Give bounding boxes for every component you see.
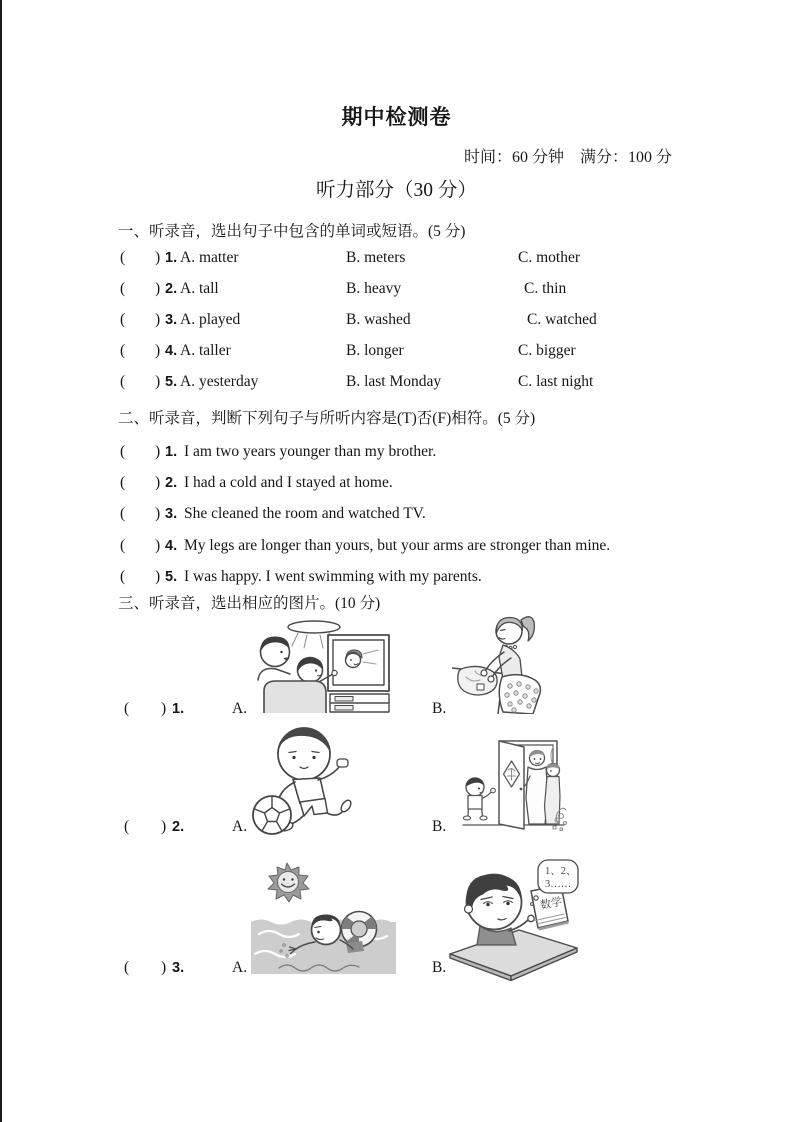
sentence: My legs are longer than yours, but your arms are stronger than mine.	[184, 537, 611, 554]
option-label-a: A.	[232, 959, 248, 976]
option-label-a: A.	[232, 700, 248, 717]
option-c: C. watched	[527, 311, 597, 328]
answer-paren-open: (	[120, 249, 126, 266]
part2-question-row	[0, 474, 793, 496]
part2-question-row	[0, 443, 793, 465]
answer-paren-close: )	[155, 342, 161, 359]
option-a: A. tall	[180, 280, 219, 297]
answer-paren-close: )	[155, 280, 161, 297]
answer-paren-close: )	[155, 249, 161, 266]
answer-paren-close: )	[155, 568, 161, 585]
answer-paren-open: (	[124, 818, 130, 835]
part2-question-row	[0, 505, 793, 527]
option-a: A. yesterday	[180, 373, 259, 390]
question-number: 3.	[165, 506, 178, 522]
option-label-b: B.	[432, 959, 447, 976]
part1-question-row	[0, 311, 793, 333]
thought-bubble-text-line2: 3……	[545, 879, 572, 890]
math-book-label: 数学	[539, 895, 564, 912]
question-number: 5.	[165, 374, 178, 390]
illustration-family-watching-tv	[250, 618, 393, 713]
option-a: A. taller	[180, 342, 231, 359]
option-label-b: B.	[432, 818, 447, 835]
answer-paren-close: )	[155, 311, 161, 328]
option-c: C. last night	[518, 373, 594, 390]
answer-paren-close: )	[161, 700, 167, 717]
answer-paren-close: )	[155, 373, 161, 390]
part3-heading: 三、听录音，选出相应的图片。(10 分)	[118, 595, 381, 612]
part1-question-row	[0, 373, 793, 395]
question-number: 1.	[165, 250, 178, 266]
answer-paren-open: (	[124, 959, 130, 976]
part2-heading: 二、听录音，判断下列句子与所听内容是(T)否(F)相符。(5 分)	[118, 410, 536, 427]
option-a: A. matter	[180, 249, 239, 266]
answer-paren-open: (	[120, 505, 126, 522]
answer-paren-open: (	[120, 537, 126, 554]
question-number: 4.	[165, 343, 178, 359]
part3-question-row	[0, 959, 793, 981]
answer-paren-open: (	[120, 568, 126, 585]
answer-paren-open: (	[120, 280, 126, 297]
thought-bubble-text-line1: 1、2、	[545, 866, 577, 877]
answer-paren-close: )	[161, 959, 167, 976]
option-b: B. last Monday	[346, 373, 442, 390]
question-number: 2.	[165, 475, 178, 491]
option-c: C. mother	[518, 249, 580, 266]
answer-paren-close: )	[161, 818, 167, 835]
answer-paren-open: (	[120, 443, 126, 460]
option-a: A. played	[180, 311, 241, 328]
sentence: I was happy. I went swimming with my parents.	[184, 568, 482, 585]
woman-washing-clothes-drawing	[452, 607, 553, 714]
answer-paren-open: (	[120, 474, 126, 491]
question-number: 2.	[172, 819, 185, 835]
part3-question-row	[0, 700, 793, 722]
exam-meta: 时间：60 分钟 满分：100 分	[464, 149, 673, 166]
family-watching-tv-drawing	[250, 618, 393, 713]
option-b: B. washed	[346, 311, 411, 328]
question-number: 1.	[172, 701, 185, 717]
scan-border	[0, 0, 2, 1122]
answer-paren-close: )	[155, 443, 161, 460]
answer-paren-close: )	[155, 537, 161, 554]
part1-question-row	[0, 342, 793, 364]
answer-paren-close: )	[155, 505, 161, 522]
option-b: B. meters	[346, 249, 406, 266]
answer-paren-open: (	[120, 342, 126, 359]
question-number: 3.	[172, 960, 185, 976]
answer-paren-close: )	[155, 474, 161, 491]
part2-question-row	[0, 568, 793, 590]
answer-paren-open: (	[120, 373, 126, 390]
question-number: 4.	[165, 538, 178, 554]
illustration-woman-washing-clothes	[452, 607, 553, 714]
question-number: 2.	[165, 281, 178, 297]
part2-question-row	[0, 537, 793, 559]
answer-paren-open: (	[120, 311, 126, 328]
option-c: C. thin	[524, 280, 567, 297]
option-label-a: A.	[232, 818, 248, 835]
part1-question-row	[0, 249, 793, 271]
part1-heading: 一、听录音，选出句子中包含的单词或短语。(5 分)	[118, 223, 466, 240]
exam-title: 期中检测卷	[341, 106, 452, 129]
sentence: I am two years younger than my brother.	[184, 443, 437, 460]
part3-question-row	[0, 818, 793, 840]
sentence: I had a cold and I stayed at home.	[184, 474, 393, 491]
question-number: 5.	[165, 569, 178, 585]
sentence: She cleaned the room and watched TV.	[184, 505, 426, 522]
option-b: B. longer	[346, 342, 404, 359]
question-number: 3.	[165, 312, 178, 328]
answer-paren-open: (	[124, 700, 130, 717]
question-number: 1.	[165, 444, 178, 460]
part1-question-row	[0, 280, 793, 302]
option-label-b: B.	[432, 700, 447, 717]
option-b: B. heavy	[346, 280, 402, 297]
option-c: C. bigger	[518, 342, 576, 359]
listening-section-title: 听力部分（30 分）	[316, 180, 477, 201]
